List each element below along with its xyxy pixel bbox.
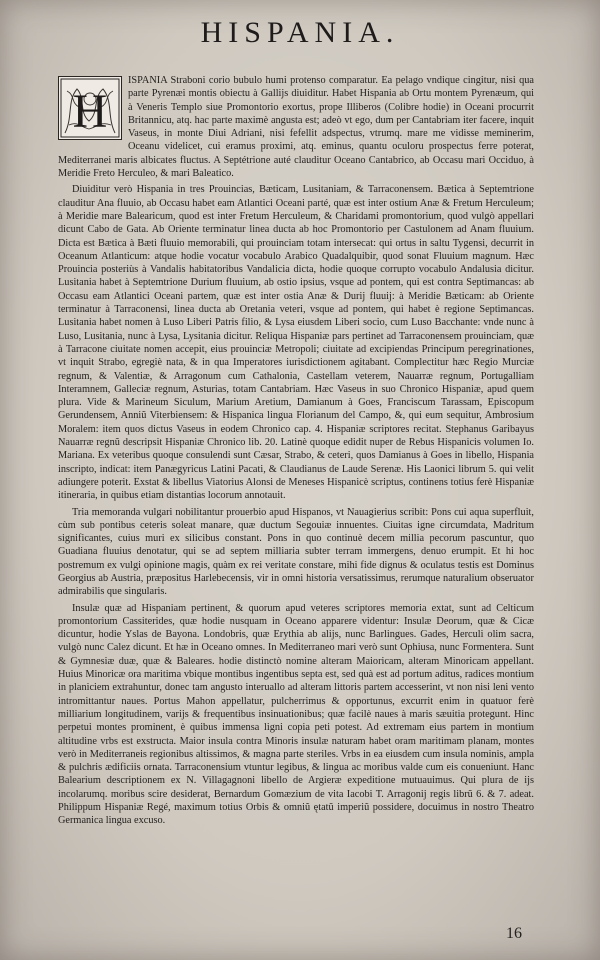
paragraph-4: Insulæ quæ ad Hispaniam pertinent, & quorum apud veteres scriptores memoria extat, sunt ad Celticum promontorium Cassiterides, quæ hodie nusquam in Oceano apparere videntur: Insulæ Deorum, quæ & Cicæ dicuntur, hodie Yslas de Bayona. Londobris, quæ Erythia ab alijs, nunc Barlingues. Gades, Herculi olim sacra, vulgò nunc Calez dicunt. Et hæ in Oceano omnes. In Mediterraneo mari verò sunt Ophiusa, nunc Formentera. Sunt & Gymnesiæ duæ, quæ & Baleares. hodie distinctò nomine alteram Maioricam, alteram Minoricam appellant. Huius Minoricæ ora maritima vbique montibus ingentibus septa est, sed quà est ad portum aditus, radices montium in planiciem extrahuntur, donec tam angusto interuallo ad alteram littoris partem accesserint, vt non nisi leni vento intromittantur naues. Portus Mahon appellatur, pulcherrimus & opportunus, excurrit enim in quatuor ferè milliarium longitudinem, varijs & frequentibus insinuationibus; quæ facilè naues à maris sæuitia protegunt. Hinc perpetui montes prominent, è quibus immensa ligni copia peti potest. Ad extremam eius partem in montium altitudine vrbs est exstructa. Maior insula contra Minoris insulæ naturam habet oram maritimam planam, montes verò in Mediterraneis regionibus altissimos, & magna parte steriles. Vrbs in ea eiusdem cum insula nominis, ampla & pulchris ædificiis ornata. Tarraconensium vtuntur legibus, & lingua ac moribus valde cum eis conueniunt. Hanc Balearium descriptionem ex N. Villagagnoni libello de Argieræ expeditione mutuauimus. Qui plura de ijs incolarumq. moribus scire desiderat, Bernardum Gomæzium de vita Iacobi T. Arragonij regis librũ 6. & 7. adeat. Philippum Hispaniæ Regé, maximum totius Orbis & omniũ ętatũ imperiũ possidere, docuimus in nostro Theatro Germanica lingua excuso. [58, 602, 534, 827]
paragraph-3: Tria memoranda vulgari nobilitantur prouerbio apud Hispanos, vt Nauagierius scribit: Pons cui aqua superfluit, cùm sub pontibus ceteris soleat manare, quæ ductum Segouiæ innuentes. Ciuitas igne circumdata, Madritum significantes, cuius muri ex silicibus constant. Pons in quo continuè decem millia pecorum pascuntur, quo Guadiana fluuius denotatur, qui se ad septem milliaria subter terram immergens, denuo erumpit. Et hi hoc postremum ex vulgi opinione magis, quàm ex rei veritate constare, mihi fide dignus & oculatus testis est Dominus Georgius ab Austria, præpositus Harlebecensis, vir in omni historia versatissimus, rerumque naturalium obseruator admirabilis que singularis. [58, 506, 534, 598]
paragraph-1 [58, 74, 534, 180]
text-body [58, 74, 534, 831]
decorated-initial-h [58, 76, 122, 140]
paragraph-1-text: ISPANIA Straboni corio bubulo humi protenso comparatur. Ea pelago vndique cingitur, nisi qua parte Pyrenæi montis obiectu à Gallijs diuiditur. Habet Hispania ab Ortu montem Pyrenæum, qui à Veneris Templo siue Promontorio exortus, prope Illiberos (Colibre hodie) in Oceani procurrit Britannicu, atq. hac parte maximè angusta est; adeò vt ego, dum per Cantabriam iter facere, inquit Vaseus, in monte Diui Adriani, nisi fefellit adspectus, vtrumq. mare me vidisse meminerim, Oceanu videlicet, cui eramus proximi, atq. eminus, quantu oculoru prospectus ferre poterat, Mediterranei maris albicates fluctus. A Septétrione auté clauditur Oceano Cantabrico, ab Occasu mari Occiduo, à Meridie Freto Herculeo, & mari Baleatico. [58, 75, 534, 180]
initial-ornament [59, 77, 121, 139]
page-title: HISPANIA. [200, 16, 400, 49]
initial-letter: H [72, 85, 108, 138]
paragraph-2: Diuiditur verò Hispania in tres Prouincias, Bæticam, Lusitaniam, & Tarraconensem. Bætica à Septemtrione clauditur Ana fluuio, ab Occasu habet eam Atlantici Oceani parté, quæ est inter ostium Anæ & Fretum Herculeum; à Meridie mare Balearicum, quod est inter Fretum Herculeum, & Charidami promontorium, quod vulgò appellari dicunt Cabo de Gata. Ab Oriente terminatur linea ducta ab hoc Promontorio per Castulonem ad Anam fluuium. Dicta est Bætica à Bæti fluuio memorabili, qui prouinciam totam intersecat: qui ortus in saltu Tygensi, decurrit in Oceanum Atlanticum: atque hodie vocatur vocabulo Arabico Quadalquibir, quod sonat Fluuium magnum. Hæc Prouincia posteriùs à Vandalis habitatoribus Vandalicia dicta, hodie quoque corrupto vocabulo Andalusia dicitur. Lusitania habet à Septemtrione Durium fluuium, ab ostio ipsius, vsque ad pontem, qui est contra Septimancas: ab Occasu eam Atlantici Oceani partem, quæ est inter ostia Anæ & Durij fluuij: à Meridie Bæticam: ab Oriente terminatur à Tarraconensi, linea ducta ab Oretania veteri, vsque ad pontem, qui habet è regione Septimancas. Lusitania habet nomen à Luso Liberi Patris filio, & Lysa eiusdem Liberi socio, cum Luso Bacchante: vnde nunc à Luso, Lusitania, nunc à Lysa, Lysitania dicitur. Reliqua Hispaniæ pars pertinet ad Tarraconensem prouinciam, quæ à Tarracone ciuitate nomen accepit, eius prouinciæ Metropoli; ciuitate ad excipiendas Principum peregrinationes, vt inquit Strabo, egregiè nata, & in qua Imperatores iurisdictionem agitabant. Complectitur hæc Regio Murciæ regnum, & Valentiæ, & Arragonum cum Cathalonia, Castellam veterem, Nauarræ regnum, Portugalliam Interamnem, Galleciæ regnum, Asturias, totam Cantabriam. Hæc Vaseus in suo Chronico Hispaniæ, apud quem plura. Vide & Marineum Siculum, Marium Aretium, Damianum à Goes, Franciscum Tarassam, Episcopum Gerundensem, Anniũ Viterbiensem: & Hispanica lingua Florianum del Campo, &, qui eum sequitur, Ambrosium Moralem: item quos dictus Vaseus in eodem Chronico cap. 4. Hispaniæ scriptores recitat. Stephanus Garibayus Nauarræ regnũ descripsit Hispaniæ Chronico lib. 20. Latinè quoque edidit nuper de Rebus Hispanicis volumen Io. Mariana. Ex veteribus quoque consulendi sunt Cæsar, Strabo, & ceteri, quos Damianus à Goes in libello, Hispania inscripto, indicat: item Panægyricus Latini Pacati, & Claudianus de Laude Serenæ. His Laonici librum 5. qui velit adiungere poterit. Exstat & libellus Viatorius Alonsi de Meneses Hispanicè scriptus, continens totius ferè Hispaniæ itineraria, in quibus etiam distantias locorum annotauit. [58, 184, 534, 502]
page-number: 16 [506, 925, 522, 942]
